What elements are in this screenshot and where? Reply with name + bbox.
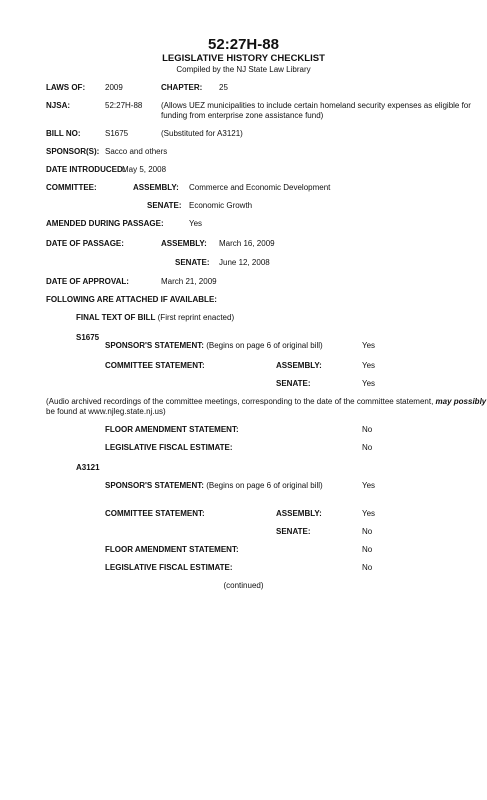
checklist-title: LEGISLATIVE HISTORY CHECKLIST bbox=[162, 53, 325, 64]
approval-value: March 21, 2009 bbox=[161, 277, 217, 286]
s1675-sponsor-row bbox=[105, 341, 323, 350]
bill-no-label: BILL NO: bbox=[46, 129, 81, 138]
s1675-floor-value: No bbox=[362, 425, 373, 434]
s1675-assembly-label: ASSEMBLY: bbox=[276, 361, 322, 370]
a3121-senate-label: SENATE: bbox=[276, 527, 311, 536]
audio-note-line1 bbox=[46, 397, 486, 406]
statute-title: 52:27H-88 bbox=[208, 36, 279, 53]
a3121-fiscal-value: No bbox=[362, 563, 373, 572]
a3121-sponsor-note: (Begins on page 6 of original bill) bbox=[206, 481, 323, 490]
a3121-assembly-label: ASSEMBLY: bbox=[276, 509, 322, 518]
amended-label: AMENDED DURING PASSAGE: bbox=[46, 219, 164, 228]
amended-value: Yes bbox=[189, 219, 203, 228]
s1675-heading: S1675 bbox=[76, 333, 100, 342]
s1675-committee-label: COMMITTEE STATEMENT: bbox=[105, 361, 205, 370]
compiled-by: Compiled by the NJ State Law Library bbox=[176, 65, 311, 74]
s1675-fiscal-value: No bbox=[362, 443, 373, 452]
committee-assembly-label: ASSEMBLY: bbox=[133, 183, 179, 192]
laws-of-value: 2009 bbox=[105, 83, 123, 92]
final-text-row bbox=[76, 313, 234, 322]
s1675-senate-label: SENATE: bbox=[276, 379, 311, 388]
sponsors-label: SPONSOR(S): bbox=[46, 147, 100, 156]
a3121-senate-value: No bbox=[362, 527, 373, 536]
passage-senate-value: June 12, 2008 bbox=[219, 258, 270, 267]
a3121-heading: A3121 bbox=[76, 463, 100, 472]
a3121-sponsor-label: SPONSOR'S STATEMENT: bbox=[105, 481, 204, 490]
a3121-assembly-value: Yes bbox=[362, 509, 376, 518]
approval-label: DATE OF APPROVAL: bbox=[46, 277, 129, 286]
passage-label: DATE OF PASSAGE: bbox=[46, 239, 124, 248]
njsa-label: NJSA: bbox=[46, 101, 71, 110]
laws-of-label: LAWS OF: bbox=[46, 83, 86, 92]
s1675-sponsor-value: Yes bbox=[362, 341, 376, 350]
njsa-description-line1: (Allows UEZ municipalities to include certain homeland security expenses as eligible for bbox=[161, 101, 471, 110]
s1675-fiscal-label: LEGISLATIVE FISCAL ESTIMATE: bbox=[105, 443, 233, 452]
s1675-floor-label: FLOOR AMENDMENT STATEMENT: bbox=[105, 425, 239, 434]
date-introduced-label: DATE INTRODUCED: bbox=[46, 165, 126, 174]
final-text-label: FINAL TEXT OF BILL bbox=[76, 313, 156, 322]
audio-note-text: (Audio archived recordings of the committee meetings, corresponding to the date of the committee statement, bbox=[46, 397, 434, 406]
s1675-sponsor-note: (Begins on page 6 of original bill) bbox=[206, 341, 323, 350]
njsa-description-line2: funding from enterprise zone assistance fund) bbox=[161, 111, 324, 120]
a3121-floor-value: No bbox=[362, 545, 373, 554]
committee-senate-value: Economic Growth bbox=[189, 201, 253, 210]
s1675-senate-value: Yes bbox=[362, 379, 376, 388]
a3121-fiscal-label: LEGISLATIVE FISCAL ESTIMATE: bbox=[105, 563, 233, 572]
committee-label: COMMITTEE: bbox=[46, 183, 97, 192]
a3121-floor-label: FLOOR AMENDMENT STATEMENT: bbox=[105, 545, 239, 554]
committee-senate-label: SENATE: bbox=[147, 201, 182, 210]
bill-no-note: (Substituted for A3121) bbox=[161, 129, 243, 138]
passage-senate-label: SENATE: bbox=[175, 258, 210, 267]
sponsors-value: Sacco and others bbox=[105, 147, 168, 156]
passage-assembly-value: March 16, 2009 bbox=[219, 239, 275, 248]
audio-note-emphasis: may possibly bbox=[435, 397, 487, 406]
njsa-value: 52:27H-88 bbox=[105, 101, 143, 110]
date-introduced-value: May 5, 2008 bbox=[122, 165, 167, 174]
audio-note-line2: be found at www.njleg.state.nj.us) bbox=[46, 407, 166, 416]
a3121-committee-label: COMMITTEE STATEMENT: bbox=[105, 509, 205, 518]
continued-note: (continued) bbox=[223, 581, 264, 590]
s1675-sponsor-label: SPONSOR'S STATEMENT: bbox=[105, 341, 204, 350]
chapter-value: 25 bbox=[219, 83, 228, 92]
attached-heading: FOLLOWING ARE ATTACHED IF AVAILABLE: bbox=[46, 295, 217, 304]
a3121-sponsor-row bbox=[105, 481, 323, 490]
a3121-sponsor-value: Yes bbox=[362, 481, 376, 490]
bill-no-value: S1675 bbox=[105, 129, 129, 138]
s1675-assembly-value: Yes bbox=[362, 361, 376, 370]
final-text-note: (First reprint enacted) bbox=[157, 313, 235, 322]
passage-assembly-label: ASSEMBLY: bbox=[161, 239, 207, 248]
committee-assembly-value: Commerce and Economic Development bbox=[189, 183, 331, 192]
chapter-label: CHAPTER: bbox=[161, 83, 203, 92]
